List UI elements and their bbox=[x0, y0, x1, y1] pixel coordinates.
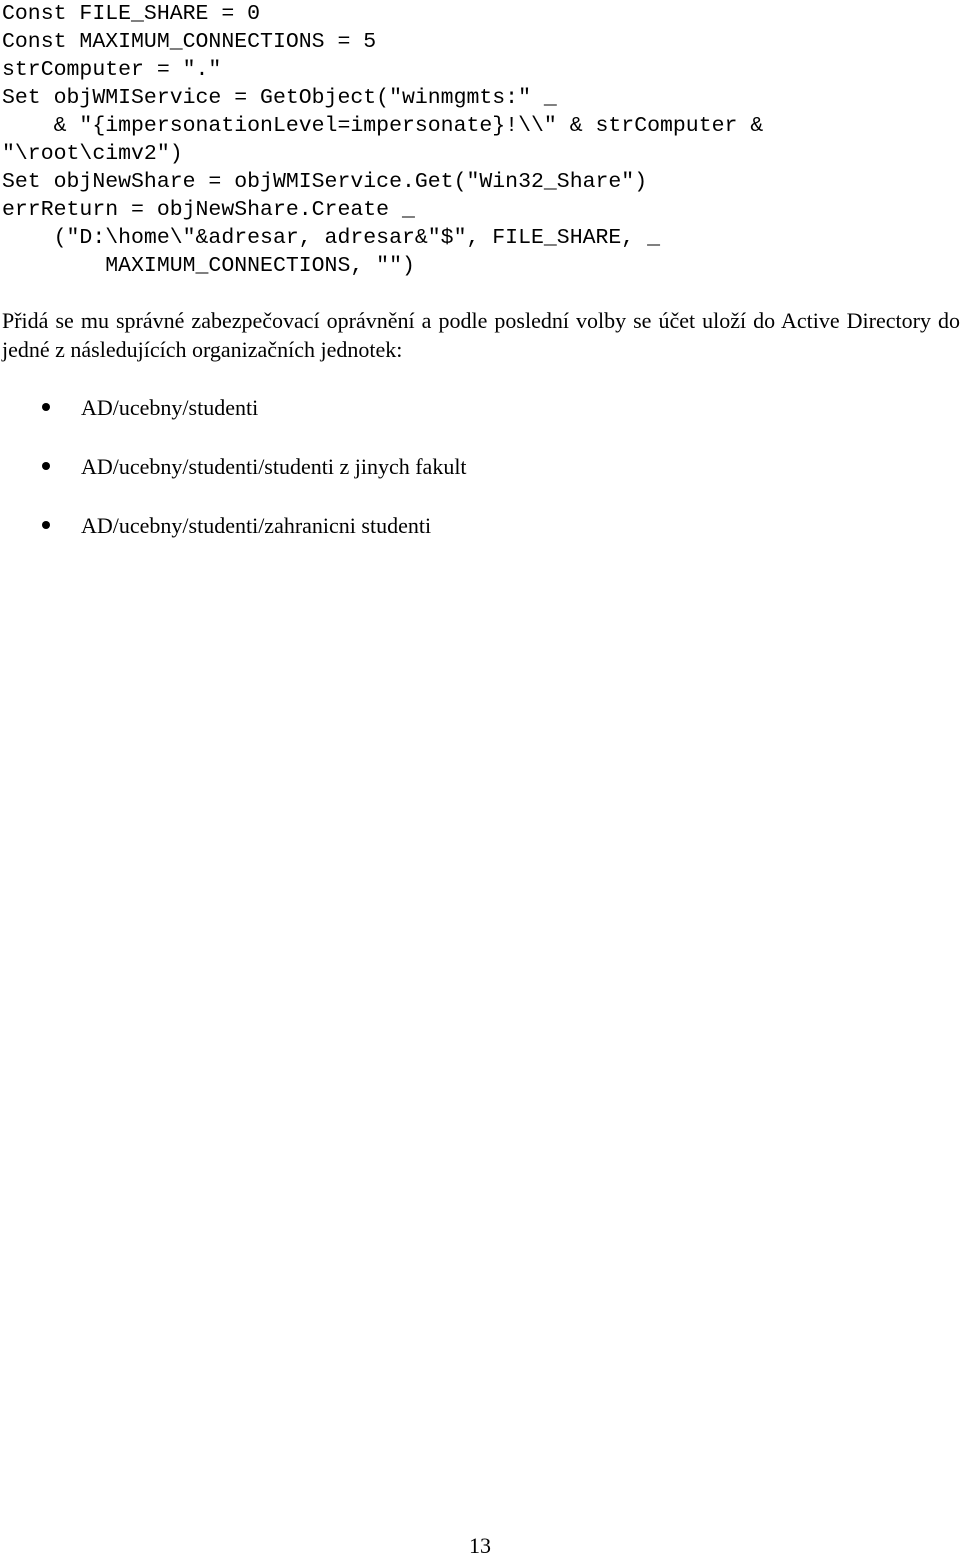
list-item-text: AD/ucebny/studenti/studenti z jinych fakult bbox=[81, 454, 467, 479]
code-line: Const MAXIMUM_CONNECTIONS = 5 bbox=[2, 30, 377, 54]
list-item-text: AD/ucebny/studenti/zahranicni studenti bbox=[81, 513, 432, 538]
code-line: ("D:\home\"&adresar, adresar&"$", FILE_SHARE, _ bbox=[2, 226, 661, 250]
page-number: 13 bbox=[469, 1533, 491, 1558]
code-line: strComputer = "." bbox=[2, 58, 222, 82]
code-line: Const FILE_SHARE = 0 bbox=[2, 2, 261, 26]
code-line: errReturn = objNewShare.Create _ bbox=[2, 198, 415, 222]
body-paragraph: Přidá se mu správné zabezpečovací oprávnění a podle poslední volby se účet uloží do Active Directory do jedné z následujících organizačních jednotek: bbox=[2, 308, 960, 362]
bullet-icon bbox=[42, 462, 50, 470]
code-line: Set objWMIService = GetObject("winmgmts:" _ bbox=[2, 86, 557, 110]
list-item-text: AD/ucebny/studenti bbox=[81, 395, 259, 420]
code-block bbox=[2, 0, 763, 280]
bullet-icon bbox=[42, 403, 50, 411]
bullet-icon bbox=[42, 521, 50, 529]
code-line: "\root\cimv2") bbox=[2, 142, 183, 166]
code-line: MAXIMUM_CONNECTIONS, "") bbox=[2, 254, 415, 278]
code-line: Set objNewShare = objWMIService.Get("Win32_Share") bbox=[2, 170, 648, 194]
code-line: & "{impersonationLevel=impersonate}!\\" & strComputer & bbox=[2, 114, 764, 138]
